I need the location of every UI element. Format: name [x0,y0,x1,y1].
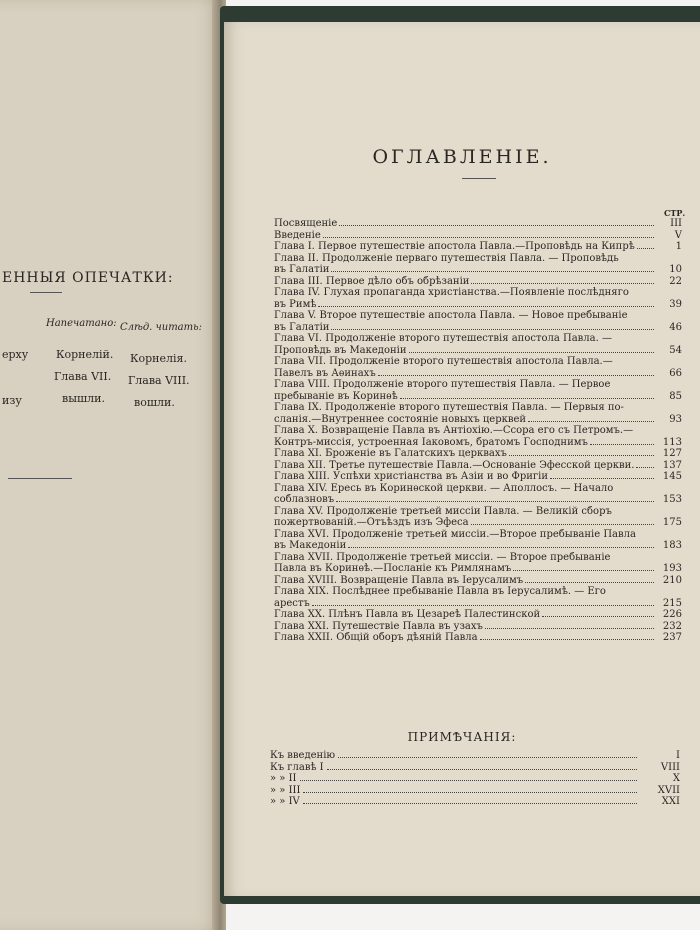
entry-text: пожертвованій.—Отъѣздъ изъ Эфеса [274,517,469,528]
list-item [274,425,682,437]
entry-page: 85 [669,390,682,402]
errata-rule [30,292,62,293]
entry-page: 127 [662,448,682,459]
dot-leader [480,639,654,640]
errata-printed: вышли. [62,392,105,405]
entry-text: Глава XX. Плѣнъ Павла въ Цезареѣ Палестинской [274,609,541,620]
dot-leader [509,455,654,456]
dot-leader [528,421,654,422]
entry-text: Глава XVII. Продолженіе третьей миссіи. — Второе пребываніе [274,551,611,563]
list-item [270,785,680,797]
dot-leader [339,225,654,226]
entry-text: Глава XIII. Успѣхи христіанства въ Азіи и во Фригіи [274,471,548,482]
entry-page: 54 [669,344,682,356]
entry-text: Глава VIII. Продолженіе второго путешествія Павла. — Первое [274,379,611,390]
dot-leader [409,352,654,353]
list-item [274,540,682,552]
list-item [274,517,682,529]
entry-page: 215 [662,597,682,609]
entry-text: Къ главѣ I [270,761,324,773]
list-item [274,379,682,391]
dot-leader [303,803,637,804]
entry-page: XVII [657,784,680,796]
list-item [274,448,682,460]
entry-text: » » IV [270,796,300,807]
list-item [274,345,682,357]
entry-page: 46 [669,321,682,333]
list-item [274,241,682,253]
entry-page: X [672,773,680,784]
list-item [274,529,682,541]
dot-leader [336,501,654,502]
list-item [274,356,682,368]
list-item [274,414,682,426]
list-item [274,230,682,242]
right-page [224,22,700,896]
dot-leader [636,467,654,468]
list-item [274,621,682,633]
entry-text: Глава II. Продолженіе перваго путешествія Павла. — Проповѣдь [274,252,619,264]
entry-text: Павла въ Коринѳѣ.—Посланіе къ Римлянамъ [274,563,512,574]
entry-text: Глава XII. Третье путешествіе Павла.—Основаніе Эфесской церкви. [274,459,635,471]
entry-text: соблазновъ [274,494,335,505]
dot-leader [303,792,637,793]
entry-text: Глава I. Первое путешествіе апостола Павла.—Проповѣдь на Кипрѣ [274,241,635,252]
list-item [274,310,682,322]
errata-read: Глава VIII. [128,374,190,387]
entry-text: Глава III. Первое дѣло объ обрѣзаніи [274,275,470,287]
entry-page: 1 [675,241,682,252]
list-item [274,552,682,564]
list-item [274,471,682,483]
errata-place: изу [2,394,22,407]
entry-text: Глава XIV. Ересь въ Коринѳской церкви. — Аполлосъ. — Начало [274,482,614,494]
col-printed-header: Напечатано: [46,318,117,329]
list-item [274,483,682,495]
list-item [270,796,680,808]
entry-page: 93 [669,413,682,425]
entry-text: пребываніе въ Коринѳѣ [274,390,398,402]
entry-page: XXI [661,796,680,807]
list-item [274,563,682,575]
list-item [274,368,682,380]
entry-text: Глава XVIII. Возвращеніе Павла въ Іерусалимъ [274,574,524,586]
errata-place: ерху [2,348,29,361]
entry-page: 226 [662,609,682,620]
errata-printed: Глава VII. [54,370,112,383]
left-page [0,0,222,930]
entry-text: Павелъ въ Аѳинахъ [274,367,376,379]
entry-page: 193 [662,563,682,574]
entry-text: Глава VI. Продолженіе второго путешествія апостола Павла. — [274,333,612,344]
list-item [270,762,680,774]
entry-page: 22 [669,275,682,287]
entry-text: Глава XV. Продолженіе третьей миссіи Павла. — Великій сборъ [274,505,612,517]
entry-page: 137 [662,459,682,471]
list-item [274,598,682,610]
list-item [274,402,682,414]
entry-text: въ Галатіи [274,321,330,333]
entry-text: Глава IX. Продолженіе второго путешествія Павла. — Первыя по- [274,402,624,413]
entry-text: въ Галатіи [274,264,330,275]
dot-leader [312,605,654,606]
entry-page: 183 [662,540,682,551]
entry-page: 39 [669,298,682,310]
entry-text: Глава VII. Продолженіе второго путешествія апостола Павла.— [274,356,613,367]
dot-leader [323,237,654,238]
entry-text: » » III [270,784,301,796]
entry-page: 210 [662,574,682,586]
entry-text: Глава XI. Броженіе въ Галатскихъ церквахъ [274,448,507,459]
list-item [274,609,682,621]
dot-leader [331,329,654,330]
list-item [274,322,682,334]
errata-read: вошли. [134,396,175,409]
entry-text: Глава XIX. Послѣднее пребываніе Павла въ Іерусалимѣ. — Его [274,586,606,597]
list-item [270,750,680,762]
dot-leader [542,616,654,617]
entry-text: Глава XXII. Общій оборъ дѣяній Павла [274,632,478,643]
entry-page: 113 [662,436,682,448]
list-item [274,218,682,230]
dot-leader [485,628,654,629]
page-column-header: СТР. [664,208,686,218]
toc-title: ОГЛАВЛЕНІЕ. [372,146,552,168]
dot-leader [590,444,654,445]
list-item [274,460,682,472]
dot-leader [348,547,654,548]
entry-page: III [670,218,682,229]
entry-page: 153 [662,494,682,505]
entry-text: Глава XXI. Путешествіе Павла въ узахъ [274,620,483,632]
entry-page: VIII [660,761,680,773]
toc-rule [462,178,496,179]
errata-printed: Корнелій. [56,348,114,361]
entry-text: Глава IV. Глухая пропаганда христіанства.—Появленіе послѣдняго [274,287,629,298]
dot-leader [338,757,637,758]
dot-leader [525,582,654,583]
entry-page: 145 [662,471,682,482]
entry-page: 66 [669,367,682,379]
entry-text: въ Римѣ [274,298,317,310]
entry-text: » » II [270,773,297,784]
list-item [274,276,682,288]
errata-read: Корнелія. [130,352,187,365]
col-read-header: Слѣд. читать: [120,322,202,333]
entry-page: V [674,229,682,241]
errata-bottom-rule [8,478,72,479]
list-item [274,437,682,449]
dot-leader [513,570,654,571]
dot-leader [471,283,654,284]
entry-page: 237 [662,632,682,643]
entry-text: въ Македоніи [274,540,347,551]
entry-text: Посвященіе [274,218,338,229]
entry-text: Введеніе [274,229,321,241]
list-item [274,586,682,598]
notes-title: ПРИМѢЧАНІЯ: [407,730,517,744]
entry-text: Глава X. Возвращеніе Павла въ Антіохію.—Ссора его съ Петромъ.— [274,425,634,436]
dot-leader [300,780,638,781]
dot-leader [400,398,654,399]
list-item [274,494,682,506]
dot-leader [318,306,654,307]
errata-title: ЕННЫЯ ОПЕЧАТКИ: [2,270,174,286]
dot-leader [331,271,654,272]
notes-list [270,750,680,808]
list-item [270,773,680,785]
entry-page: 10 [669,264,682,275]
entry-text: Къ введенію [270,750,336,761]
list-item [274,264,682,276]
entry-text: Контръ-миссія, устроенная Іаковомъ, братомъ Господнимъ [274,436,588,448]
dot-leader [378,375,654,376]
list-item [274,632,682,644]
entry-page: 175 [662,517,682,528]
dot-leader [550,478,654,479]
entry-text: Глава V. Второе путешествіе апостола Павла. — Новое пребываніе [274,310,628,321]
dot-leader [637,248,654,249]
entry-page: I [676,750,680,761]
list-item [274,287,682,299]
entry-text: Проповѣдь въ Македоніи [274,344,407,356]
list-item [274,506,682,518]
list-item [274,299,682,311]
entry-text: Глава XVI. Продолженіе третьей миссіи.—Второе пребываніе Павла [274,528,636,540]
dot-leader [327,769,637,770]
toc-list [274,218,682,644]
list-item [274,391,682,403]
list-item [274,253,682,265]
dot-leader [471,524,654,525]
entry-text: арестъ [274,597,310,609]
list-item [274,333,682,345]
entry-page: 232 [662,620,682,632]
entry-text: сланія.—Внутреннее состояніе новыхъ церквей [274,413,527,425]
list-item [274,575,682,587]
